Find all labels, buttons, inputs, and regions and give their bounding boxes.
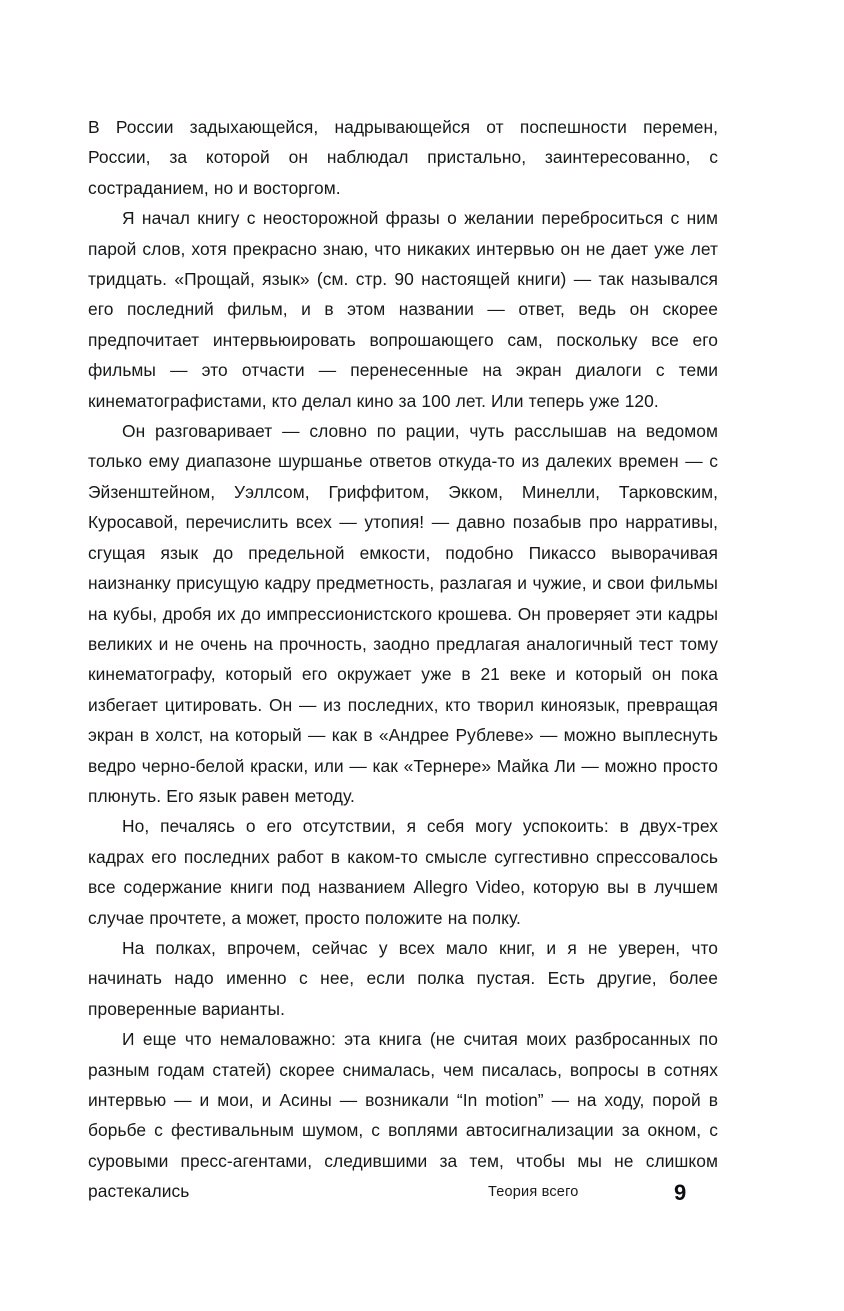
- running-title: Теория всего: [488, 1184, 579, 1200]
- page-footer: [88, 1180, 718, 1210]
- paragraph: Я начал книгу с неосторожной фразы о желании переброситься с ним парой слов, хотя прекрасно знаю, что никаких интервью он не дает уже лет тридцать. «Прощай, язык» (см. стр. 90 настоящей книги) — так назывался его последний фильм, и в этом названии — ответ, ведь он скорее предпочитает интервьюировать вопрошающего сам, поскольку все его фильмы — это отчасти — перенесенные на экран диалоги с теми кинематографистами, кто делал кино за 100 лет. Или теперь уже 120.: [88, 208, 718, 411]
- paragraph: Он разговаривает — словно по рации, чуть расслышав на ведомом только ему диапазоне шуршанье ответов откуда-то из далеких времен — с Эйзенштейном, Уэллсом, Гриффитом, Экком, Минелли, Тарковским, Куросавой, перечислить всех — утопия! — давно позабыв про нарративы, сгущая язык до предельной емкости, подобно Пикассо выворачивая наизнанку присущую кадру предметность, разлагая и чужие, и свои фильмы на кубы, дробя их до импрессионистского крошева. Он проверяет эти кадры великих и не очень на прочность, заодно предлагая аналогичный тест тому кинематографу, который его окружает уже в 21 веке и который он пока избегает цитировать. Он — из последних, кто творил киноязык, превращая экран в холст, на который — как в «Андрее Рублеве» — можно выплеснуть ведро черно-белой краски, или — как «Тернере» Майка Ли — можно просто плюнуть. Его язык равен методу.: [88, 421, 718, 806]
- paragraph: И еще что немаловажно: эта книга (не считая моих разбросанных по разным годам статей) скорее снималась, чем писалась, вопросы в сотнях интервью — и мои, и Асины — возникали “In motion” — на ходу, порой в борьбе с фестивальным шумом, с воплями автосигнализации за окном, с суровыми пресс-агентами, следившими за тем, чтобы мы не слишком растекались: [88, 1029, 718, 1202]
- paragraph: Но, печалясь о его отсутствии, я себя могу успокоить: в двух-трех кадрах его последних работ в каком-то смысле суггестивно спрессовалось все содержание книги под названием Allegro Video, которую вы в лучшем случае прочтете, а может, просто положите на полку.: [88, 816, 718, 928]
- paragraph: На полках, впрочем, сейчас у всех мало книг, и я не уверен, что начинать надо именно с нее, если полка пустая. Есть другие, более проверенные варианты.: [88, 937, 718, 1019]
- page-number: 9: [674, 1180, 687, 1205]
- paragraph: В России задыхающейся, надрывающейся от поспешности перемен, России, за которой он наблюдал пристально, заинтересованно, с состраданием, но и восторгом.: [88, 117, 718, 198]
- body-text-column: [88, 112, 718, 1207]
